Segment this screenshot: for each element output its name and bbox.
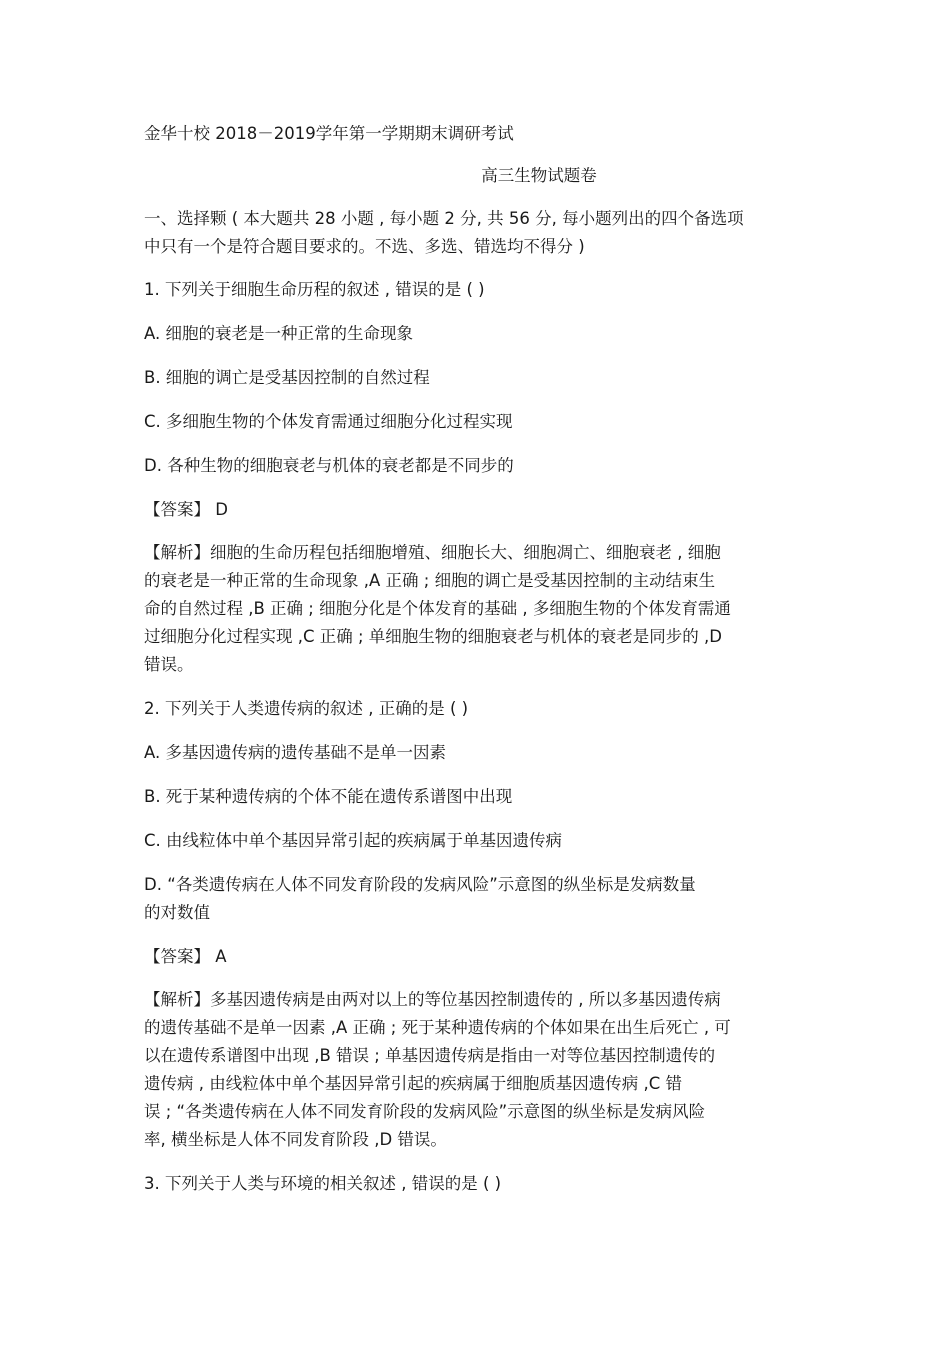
question-stem-line: 3. 下列关于人类与环境的相关叙述 , 错误的是 ( ) (144, 1174, 502, 1193)
option-line: D. “各类遗传病在人体不同发育阶段的发病风险”示意图的纵坐标是发病数量 (144, 875, 696, 894)
option-c (144, 827, 814, 855)
option-line: B. 细胞的调亡是受基因控制的自然过程 (144, 368, 430, 387)
option-c (144, 408, 814, 436)
option-d (144, 871, 814, 927)
explanation-line: 命的自然过程 ,B 正确 ; 细胞分化是个体发育的基础 , 多细胞生物的个体发育需通 (144, 599, 731, 618)
option-a (144, 739, 814, 767)
explanation-line: 【解析】细胞的生命历程包括细胞增殖、细胞长大、细胞凋亡、细胞衰老 , 细胞 (144, 543, 721, 562)
option-line: A. 多基因遗传病的遗传基础不是单一因素 (144, 743, 446, 762)
option-a (144, 320, 814, 348)
explanation-line: 错误。 (144, 655, 194, 674)
explanation-line: 【解析】多基因遗传病是由两对以上的等位基因控制遗传的 , 所以多基因遗传病 (144, 990, 721, 1009)
option-b (144, 783, 814, 811)
section-instructions (144, 205, 814, 261)
explanation-line: 遗传病 , 由线粒体中单个基因异常引起的疾病属于细胞质基因遗传病 ,C 错 (144, 1074, 682, 1093)
option-d (144, 452, 814, 480)
answer: 【答案】 A (144, 947, 227, 966)
section-line: 一、选择颗 ( 本大题共 28 小题 , 每小题 2 分, 共 56 分, 每小题列出的四个备选项 (144, 209, 744, 228)
option-line: C. 由线粒体中单个基因异常引起的疾病属于单基因遗传病 (144, 831, 563, 850)
question-stem-line: 2. 下列关于人类遗传病的叙述 , 正确的是 ( ) (144, 699, 469, 718)
option-line: C. 多细胞生物的个体发育需通过细胞分化过程实现 (144, 412, 513, 431)
explanation (144, 986, 814, 1154)
question-stem-line: 1. 下列关于细胞生命历程的叙述 , 错误的是 ( ) (144, 280, 485, 299)
option-line: D. 各种生物的细胞衰老与机体的衰老都是不同步的 (144, 456, 514, 475)
question-stem (144, 1170, 814, 1198)
exam-title: 金华十校 2018－2019学年第一学期期末调研考试 (144, 124, 514, 143)
question-2 (144, 695, 814, 1154)
option-line: A. 细胞的衰老是一种正常的生命现象 (144, 324, 413, 343)
explanation-line: 以在遗传系谱图中出现 ,B 错误 ; 单基因遗传病是指由一对等位基因控制遗传的 (144, 1046, 716, 1065)
question-stem (144, 276, 814, 304)
explanation-line: 过细胞分化过程实现 ,C 正确 ; 单细胞生物的细胞衰老与机体的衰老是同步的 ,D (144, 627, 722, 646)
document-page (144, 120, 814, 1214)
option-b (144, 364, 814, 392)
question-3 (144, 1170, 814, 1198)
option-line: B. 死于某种遗传病的个体不能在遗传系谱图中出现 (144, 787, 513, 806)
question-1 (144, 276, 814, 679)
question-stem (144, 695, 814, 723)
answer: 【答案】 D (144, 500, 228, 519)
question-list (144, 276, 814, 1198)
exam-subtitle: 高三生物试题卷 (481, 166, 597, 185)
explanation-line: 误 ; “各类遗传病在人体不同发育阶段的发病风险”示意图的纵坐标是发病风险 (144, 1102, 706, 1121)
section-line: 中只有一个是符合题目要求的。不选、多选、错选均不得分 ) (144, 237, 585, 256)
explanation-line: 的遗传基础不是单一因素 ,A 正确 ; 死于某种遗传病的个体如果在出生后死亡 , 可 (144, 1018, 731, 1037)
explanation-line: 率, 横坐标是人体不同发育阶段 ,D 错误。 (144, 1130, 447, 1149)
option-line: 的对数值 (144, 903, 210, 922)
explanation (144, 539, 814, 679)
explanation-line: 的衰老是一种正常的生命现象 ,A 正确 ; 细胞的调亡是受基因控制的主动结束生 (144, 571, 716, 590)
